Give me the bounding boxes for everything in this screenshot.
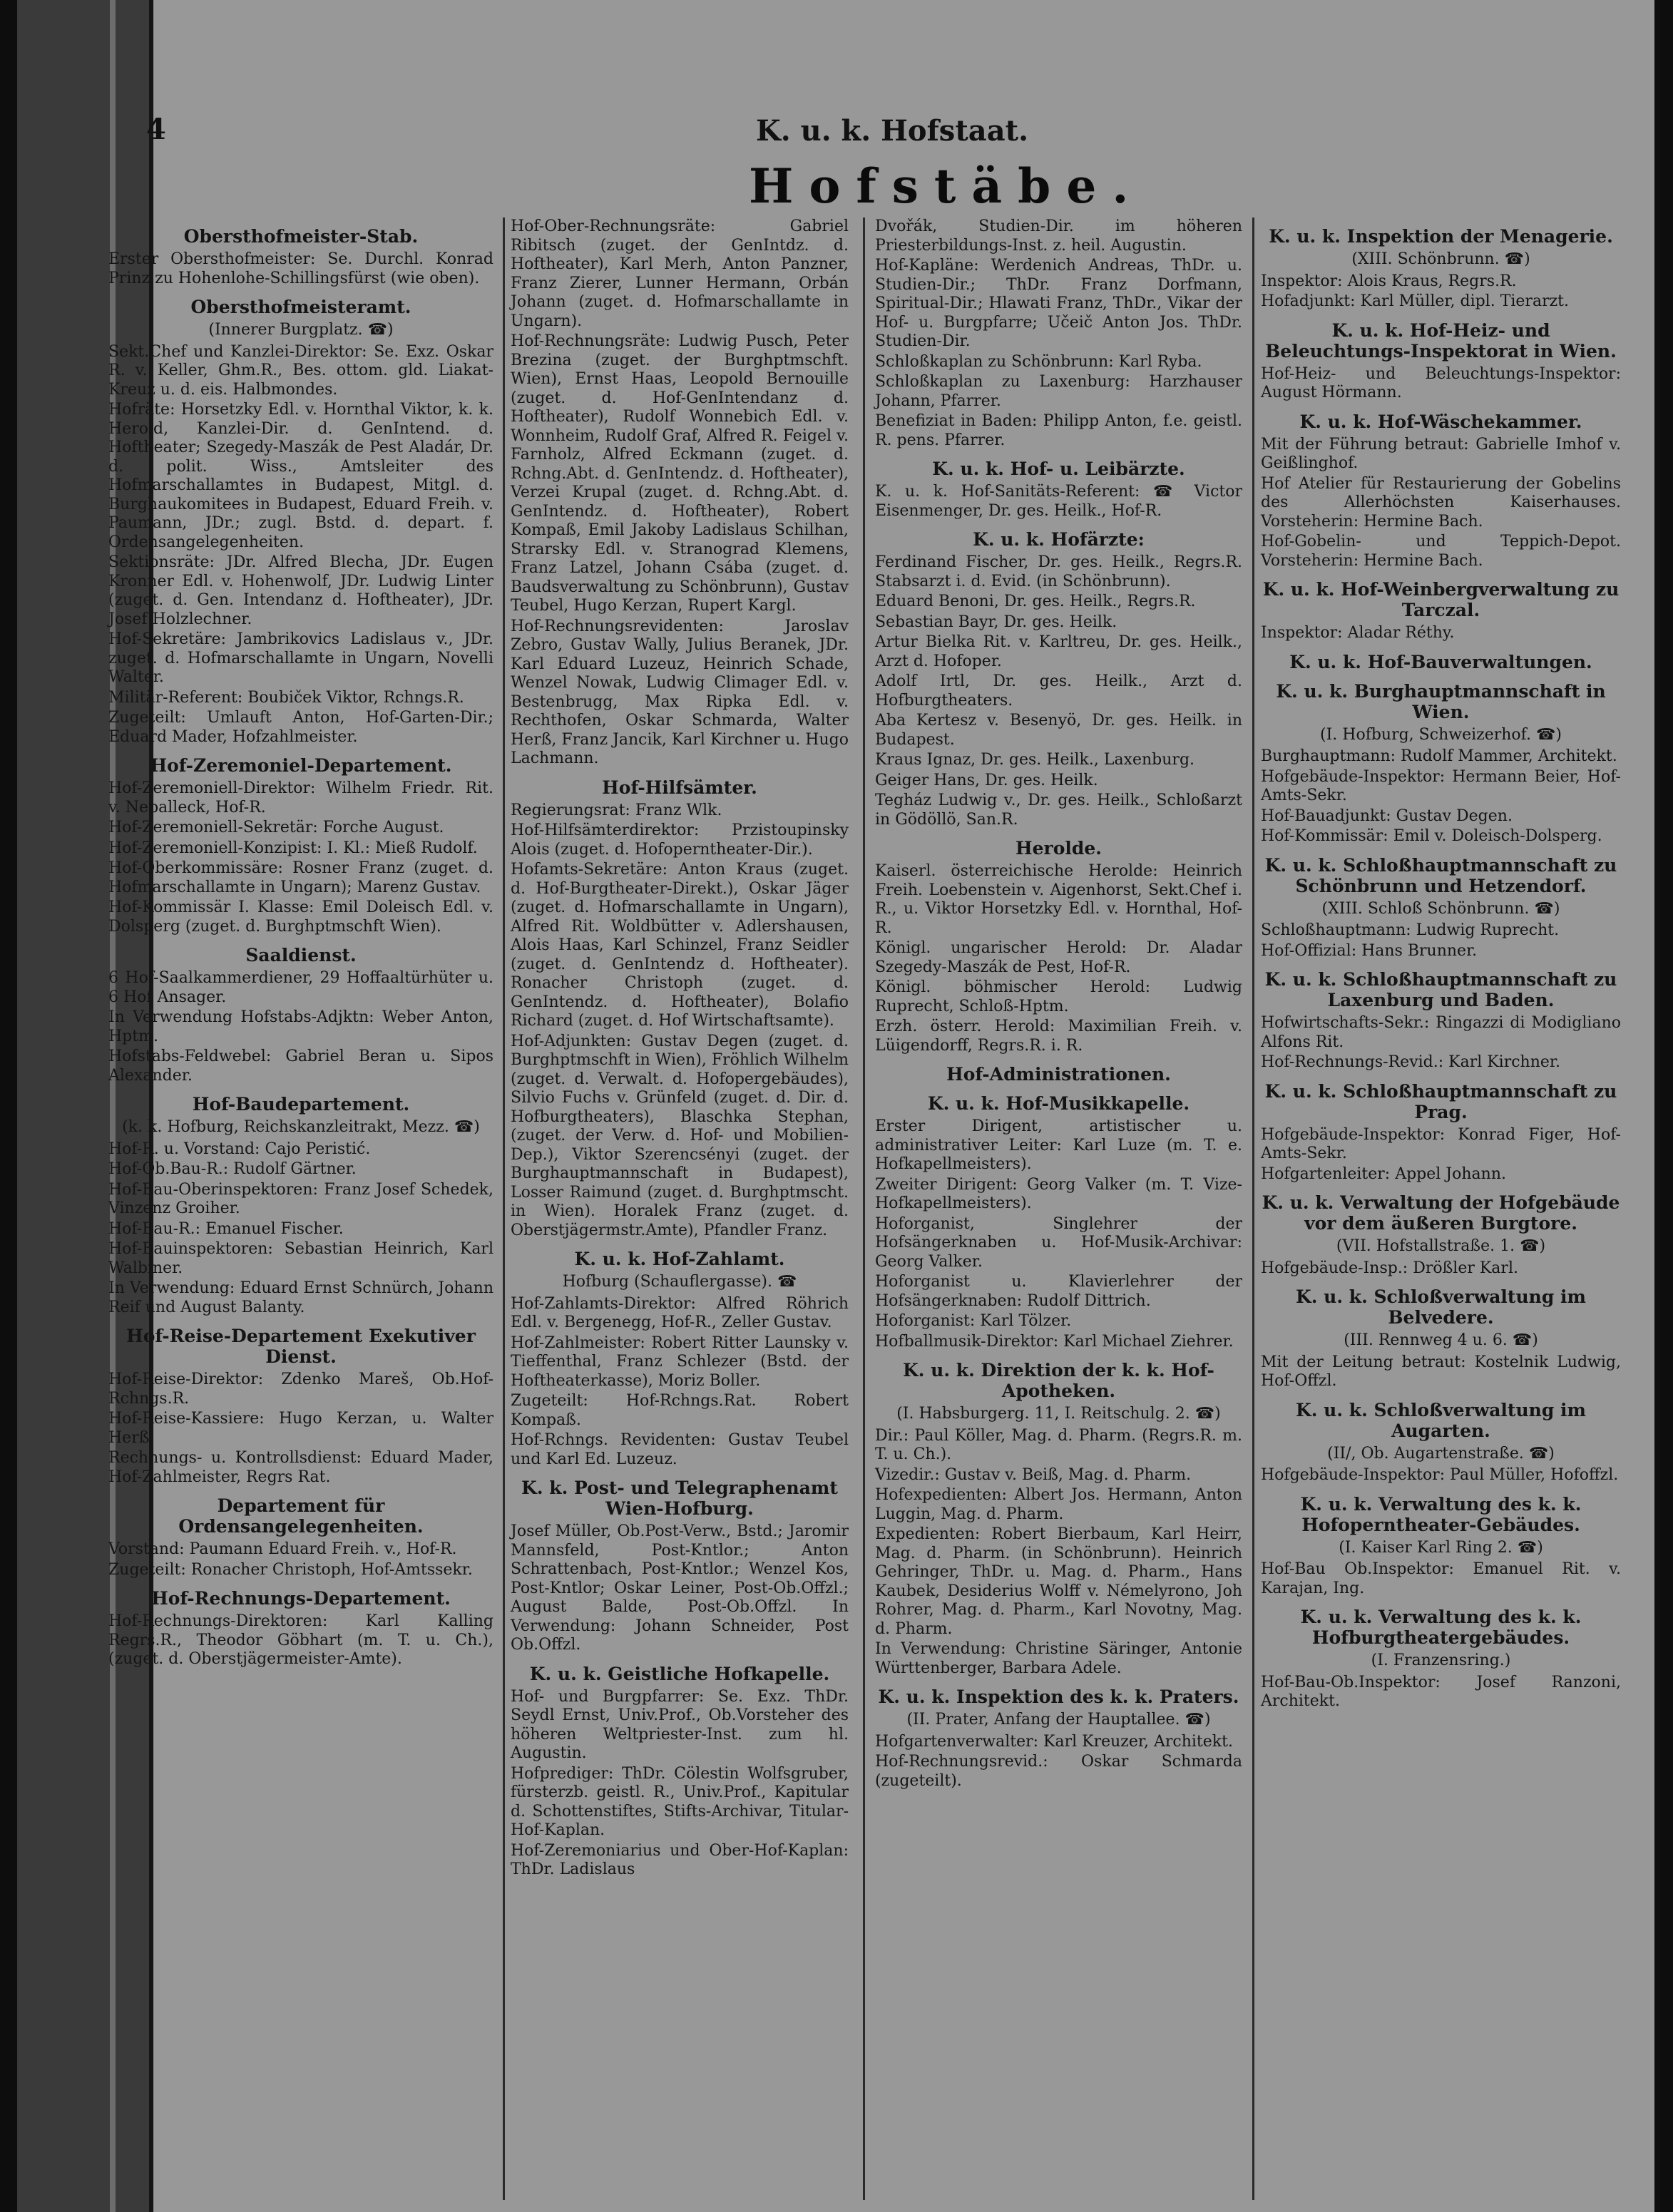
directory-entry: Hof-Rechnungsräte: Ludwig Pusch, Peter Brezina (zuget. der Burghptmschft. Wien), Ernst Haas, Leopold Bernouille (zuget. d. Hof-GenIntendanz d. Hoftheater), Rudolf Wonnebich Edl. v. Wonnheim, Rudolf Graf, Alfred R. Feigel v. Farnholz, Alfred Eckmann (zuget. d. Rchng.Abt. d. GenIntendz. d. Hoftheater), Verzei Krupal (zuget. d. Rchng.Abt. d. GenIntendz. d. Hoftheater), Robert Kompaß, Emil Jakoby Ladislaus Schilhan, Strarsky Edl. v. Stranograd Klemens, Franz Latzel, Johann Csába (zuget. d. Baudsverwaltung zu Schönbrunn), Gustav Teubel, Hugo Kerzan, Rupert Kargl.: [511, 332, 849, 615]
directory-entry: Hof-Zeremoniell-Direktor: Wilhelm Friedr. Rit. v. Nepalleck, Hof-R.: [108, 779, 493, 816]
directory-entry: Hof-Gobelin- und Teppich-Depot. Vorsteherin: Hermine Bach.: [1261, 533, 1621, 570]
section-heading: Saaldienst.: [245, 945, 357, 966]
directory-entry: Hof-Hilfsämterdirektor: Przistoupinsky Alois (zuget. d. Hofoperntheater-Dir.).: [511, 821, 849, 859]
directory-entry: Hofexpedienten: Albert Jos. Hermann, Anton Luggin, Mag. d. Pharm.: [875, 1486, 1242, 1523]
section-heading: K. u. k. Burghauptmannschaft in Wien.: [1276, 680, 1606, 722]
directory-entry: Hof-Rechnungs-Revid.: Karl Kirchner.: [1261, 1053, 1560, 1071]
directory-entry: Mit der Leitung betraut: Kostelnik Ludwig, Hof-Offzl.: [1261, 1353, 1621, 1390]
directory-entry: 6 Hof-Saalkammerdiener, 29 Hoffaaltürhüter u. 6 Hof Ansager.: [108, 969, 493, 1006]
directory-entry: Sekt.Chef und Kanzlei-Direktor: Se. Exz. Oskar R. v. Keller, Ghm.R., Bes. ottom. gld. Liakat-Kreuz u. d. eis. Halbmondes.: [108, 342, 493, 399]
directory-entry: Vorstand: Paumann Eduard Freih. v., Hof-R.: [108, 1540, 457, 1558]
directory-entry: Hofgebäude-Insp.: Drößler Karl.: [1261, 1259, 1518, 1277]
column-rule: [503, 217, 505, 2200]
directory-entry: Hof-Kapläne: Werdenich Andreas, ThDr. u. Studien-Dir.; ThDr. Franz Dorfmann, Spiritual-Dir.; Hlawati Franz, ThDr., Vikar der Hof- u. Burgpfarre; Učeič Anton Jos. ThDr. Studien-Dir.: [875, 257, 1242, 350]
directory-entry: Erzh. österr. Herold: Maximilian Freih. v. Lüigendorff, Regrs.R. i. R.: [875, 1018, 1242, 1055]
directory-entry: Hof-Heiz- und Beleuchtungs-Inspektor: August Hörmann.: [1261, 364, 1621, 401]
section-heading: K. u. k. Direktion der k. k. Hof-Apotheken.: [903, 1360, 1214, 1401]
address-line: (I. Kaiser Karl Ring 2. ☎): [1339, 1538, 1543, 1557]
directory-entry: Hof-Oberkommissäre: Rosner Franz (zuget. d. Hofmarschallamte in Ungarn); Marenz Gustav.: [108, 859, 493, 896]
directory-entry: Hofgartenverwalter: Karl Kreuzer, Architekt.: [875, 1732, 1233, 1751]
directory-entry: Hof-Zahlmeister: Robert Ritter Launsky v. Tieffenthal, Franz Schlezer (Bstd. der Hoftheaterkasse), Moriz Boller.: [511, 1333, 849, 1390]
directory-entry: Mit der Führung betraut: Gabrielle Imhof v. Geißlinghof.: [1261, 435, 1621, 472]
directory-entry: Hof-Kommissär I. Klasse: Emil Doleisch Edl. v. Dolsperg (zuget. d. Burghptmschft Wien).: [108, 898, 493, 936]
directory-entry: In Verwendung Hofstabs-Adjktn: Weber Anton, Hptm.: [108, 1008, 493, 1045]
directory-entry: Hoforganist u. Klavierlehrer der Hofsängerknaben: Rudolf Dittrich.: [875, 1273, 1242, 1310]
section-heading: K. u. k. Verwaltung des k. k. Hofoperntheater-Gebäudes.: [1300, 1493, 1582, 1535]
directory-entry: Hoforganist, Singlehrer der Hofsängerknaben u. Hof-Musik-Archivar: Georg Valker.: [875, 1214, 1242, 1271]
section-heading: K. k. Post- und Telegraphenamt Wien-Hofburg.: [521, 1478, 838, 1519]
address-line: Hofburg (Schauflergasse). ☎: [562, 1273, 797, 1291]
section-heading: K. u. k. Hof-Wäschekammer.: [1299, 411, 1582, 432]
directory-entry: Hof-Zeremoniell-Konzipist: I. Kl.: Mieß Rudolf.: [108, 839, 478, 857]
directory-entry: Hof-Adjunkten: Gustav Degen (zuget. d. Burghptmschft in Wien), Fröhlich Wilhelm (zuget. d. Verwalt. d. Hofopergebäudes), Silvio Fuchs v. Grünfeld (zuget. d. Dir. d. Hofburgtheaters), Blaschka Stephan, (zuget. der Verw. d. Hof- und Mobilien-Dep.), Viktor Szerencsényi (zuget. der Burghauptmannschaft in Budapest), Losser Raimund (zuget. d. Burghptmscht. in Wien). Horalek Franz (zuget. d. Oberstjägermstr.Amte), Pfandler Franz.: [511, 1032, 849, 1239]
directory-entry: Josef Müller, Ob.Post-Verw., Bstd.; Jaromir Mannsfeld, Post-Kntlor.; Anton Schrattenbach, Post-Kntlor.; Wenzel Kos, Post-Kntlor; Oskar Leiner, Post-Ob.Offzl.; August Balde, Post-Ob.Offzl. In Verwendung: Johann Schneider, Post Ob.Offzl.: [511, 1522, 849, 1654]
directory-entry: Schloßkaplan zu Schönbrunn: Karl Ryba.: [875, 352, 1202, 371]
address-line: (XIII. Schönbrunn. ☎): [1351, 250, 1530, 268]
directory-entry: Hof-Kommissär: Emil v. Doleisch-Dolsperg.: [1261, 827, 1602, 845]
address-line: (k. k. Hofburg, Reichskanzleitrakt, Mezz. ☎): [122, 1118, 480, 1136]
section-heading: Hof-Administrationen.: [946, 1064, 1171, 1085]
page-number: 4: [146, 113, 166, 146]
section-heading: K. u. k. Verwaltung des k. k. Hofburgtheatergebäudes.: [1300, 1607, 1582, 1648]
directory-entry: Schloßkaplan zu Laxenburg: Harzhauser Johann, Pfarrer.: [875, 373, 1242, 410]
directory-entry: Artur Bielka Rit. v. Karltreu, Dr. ges. Heilk., Arzt d. Hofoper.: [875, 633, 1242, 670]
section-heading: K. u. k. Inspektion des k. k. Praters.: [878, 1686, 1239, 1707]
section-heading: K. u. k. Hof-Heiz- und Beleuchtungs-Inspektorat in Wien.: [1265, 319, 1617, 362]
section-heading: K. u. k. Hofärzte:: [973, 529, 1145, 550]
directory-entry: In Verwendung: Christine Säringer, Antonie Württenberger, Barbara Adele.: [875, 1640, 1242, 1677]
directory-entry: Hofamts-Sekretäre: Anton Kraus (zuget. d. Hof-Burgtheater-Direkt.), Oskar Jäger (zuget. d. Hofmarschallamte in Ungarn), Alfred Rit. Woldbütter v. Adlershausen, Alois Haas, Karl Schinzel, Franz Seidler (zuget. d. GenIntendz d. Hoftheater). Ronacher Christoph (zuget. d. GenIntendz. d. Hoftheater), Bolafio Richard (zuget. d. Hof Wirtschaftsamte).: [511, 861, 849, 1030]
directory-entry: Schloßhauptmann: Ludwig Ruprecht.: [1261, 921, 1560, 939]
section-heading: Hof-Zeremoniel-Departement.: [150, 755, 452, 776]
directory-entry: Hoforganist: Karl Tölzer.: [875, 1312, 1072, 1330]
directory-entry: Hof- und Burgpfarrer: Se. Exz. ThDr. Seydl Ernst, Univ.Prof., Ob.Vorsteher des höheren Weltpriester-Inst. zum hl. Augustin.: [511, 1687, 849, 1762]
address-line: (XIII. Schloß Schönbrunn. ☎): [1321, 899, 1560, 918]
section-heading: Hof-Reise-Departement Exekutiver Dienst.: [126, 1326, 476, 1367]
directory-entry: K. u. k. Hof-Sanitäts-Referent: ☎ Victor Eisenmenger, Dr. ges. Heilk., Hof-R.: [875, 483, 1242, 520]
directory-entry: Hof-Zeremoniarius und Ober-Hof-Kaplan: ThDr. Ladislaus: [511, 1841, 849, 1878]
directory-entry: Hof-Reise-Kassiere: Hugo Kerzan, u. Walter Herß.: [108, 1410, 493, 1447]
directory-entry: Aba Kertesz v. Besenyö, Dr. ges. Heilk. in Budapest.: [875, 712, 1242, 749]
directory-entry: Kraus Ignaz, Dr. ges. Heilk., Laxenburg.: [875, 751, 1195, 769]
directory-entry: Hof-Rchngs. Revidenten: Gustav Teubel und Karl Ed. Luzeuz.: [511, 1431, 849, 1468]
directory-entry: Erster Obersthofmeister: Se. Durchl. Konrad Prinz zu Hohenlohe-Schillingsfürst (wie oben).: [108, 250, 493, 287]
section-heading: K. u. k. Hof-Musikkapelle.: [927, 1093, 1190, 1114]
directory-entry: Hof-Bauadjunkt: Gustav Degen.: [1261, 807, 1513, 825]
section-heading: Herolde.: [1015, 838, 1102, 859]
directory-entry: Hof-Zahlamts-Direktor: Alfred Röhrich Edl. v. Bergenegg, Hof-R., Zeller Gustav.: [511, 1294, 849, 1331]
directory-entry: Hof-Bauinspektoren: Sebastian Heinrich, Karl Walbiner.: [108, 1240, 493, 1277]
directory-entry: Hofgebäude-Inspektor: Paul Müller, Hofoffzl.: [1261, 1466, 1619, 1484]
directory-entry: Tegház Ludwig v., Dr. ges. Heilk., Schloßarzt in Gödöllö, San.R.: [875, 792, 1242, 829]
directory-entry: Militär-Referent: Boubiček Viktor, Rchngs.R.: [108, 688, 464, 707]
directory-entry: Hofgebäude-Inspektor: Konrad Figer, Hof-Amts-Sekr.: [1261, 1125, 1621, 1162]
section-heading: K. u. k. Schloßhauptmannschaft zu Laxenburg und Baden.: [1264, 969, 1617, 1010]
directory-entry: Regierungsrat: Franz Wlk.: [511, 801, 722, 819]
directory-entry: Hof-Ob.Bau-R.: Rudolf Gärtner.: [108, 1160, 357, 1178]
page-title: Hofstäbe.: [749, 158, 1145, 214]
directory-entry: Inspektor: Alois Kraus, Regrs.R.: [1261, 272, 1517, 290]
directory-entry: Hof-R. u. Vorstand: Cajo Peristić.: [108, 1140, 371, 1158]
directory-entry: Hofballmusik-Direktor: Karl Michael Ziehrer.: [875, 1332, 1234, 1351]
text-column-4: [1261, 217, 1621, 1713]
directory-entry: Hof Atelier für Restaurierung der Gobelins des Allerhöchsten Kaiserhauses. Vorsteherin: Hermine Bach.: [1261, 474, 1621, 531]
text-column-1: [108, 217, 493, 1671]
address-line: (III. Rennweg 4 u. 6. ☎): [1344, 1331, 1538, 1349]
section-heading: K. u. k. Hof-Zahlamt.: [574, 1249, 785, 1269]
section-heading: K. u. k. Schloßverwaltung im Belvedere.: [1296, 1286, 1586, 1328]
directory-entry: Kaiserl. österreichische Herolde: Heinrich Freih. Loebenstein v. Aigenhorst, Sekt.Chef i. R., u. Viktor Horsetzky Edl. v. Hornthal, Hof-R.: [875, 862, 1242, 937]
section-heading: K. u. k. Schloßhauptmannschaft zu Schönbrunn und Hetzendorf.: [1264, 854, 1617, 896]
directory-entry: Hofadjunkt: Karl Müller, dipl. Tierarzt.: [1261, 292, 1570, 310]
directory-entry: Hof-Reise-Direktor: Zdenko Mareš, Ob.Hof-Rchngs.R.: [108, 1371, 493, 1408]
directory-entry: Eduard Benoni, Dr. ges. Heilk., Regrs.R.: [875, 593, 1196, 610]
running-head: K. u. k. Hofstaat.: [756, 114, 1029, 148]
directory-entry: Zugeteilt: Umlauft Anton, Hof-Garten-Dir.; Eduard Mader, Hofzahlmeister.: [108, 709, 493, 746]
directory-entry: Zugeteilt: Hof-Rchngs.Rat. Robert Kompaß.: [511, 1392, 849, 1429]
directory-entry: Zugeteilt: Ronacher Christoph, Hof-Amtssekr.: [108, 1560, 473, 1579]
directory-entry: Dir.: Paul Köller, Mag. d. Pharm. (Regrs.R. m. T. u. Ch.).: [875, 1426, 1242, 1463]
section-heading: K. u. k. Geistliche Hofkapelle.: [529, 1663, 830, 1684]
directory-entry: Dvořák, Studien-Dir. im höheren Priesterbildungs-Inst. z. heil. Augustin.: [875, 217, 1242, 255]
directory-entry: Königl. ungarischer Herold: Dr. Aladar Szegedy-Maszák de Pest, Hof-R.: [875, 939, 1242, 976]
address-line: (II/, Ob. Augartenstraße. ☎): [1327, 1444, 1555, 1463]
address-line: (II. Prater, Anfang der Hauptallee. ☎): [906, 1711, 1211, 1729]
directory-entry: Hofgebäude-Inspektor: Hermann Beier, Hof-Amts-Sekr.: [1261, 767, 1621, 804]
section-heading: Hof-Hilfsämter.: [602, 777, 757, 798]
directory-entry: Rechnungs- u. Kontrollsdienst: Eduard Mader, Hof-Zahlmeister, Regrs Rat.: [108, 1449, 493, 1486]
directory-entry: Expedienten: Robert Bierbaum, Karl Heirr, Mag. d. Pharm. (in Schönbrunn). Heinrich Gehringer, ThDr. u. Mag. d. Pharm., Hans Kaubek, Desiderius Wolff v. Némelyrono, Joh Rohrer, Mag. d. Pharm., Karl Novotny, Mag. d. Pharm.: [875, 1525, 1242, 1638]
directory-entry: Sektionsräte: JDr. Alfred Blecha, JDr. Eugen Kronner Edl. v. Hohenwolf, JDr. Ludwig Linter (zuget. d. Gen. Intendanz d. Hoftheater), JDr. Josef Holzlechner.: [108, 553, 493, 628]
section-heading: K. u. k. Hof-Bauverwaltungen.: [1289, 651, 1592, 672]
directory-entry: Hof-Rechnungs-Direktoren: Karl Kalling Regrs.R., Theodor Göbhart (m. T. u. Ch.), (zuget. d. Oberstjägermeister-Amte).: [108, 1612, 493, 1668]
section-heading: K. u. k. Inspektion der Menagerie.: [1269, 226, 1613, 247]
section-heading: Hof-Rechnungs-Departement.: [151, 1588, 451, 1609]
directory-entry: Hof-Zeremoniell-Sekretär: Forche August.: [108, 819, 444, 836]
directory-entry: Hof-Sekretäre: Jambrikovics Ladislaus v., JDr. zuget. d. Hofmarschallamte in Ungarn, Novelli Walter.: [108, 630, 493, 686]
directory-entry: Hofwirtschafts-Sekr.: Ringazzi di Modigliano Alfons Rit.: [1261, 1014, 1621, 1051]
directory-entry: Hofgartenleiter: Appel Johann.: [1261, 1164, 1506, 1183]
address-line: (I. Hofburg, Schweizerhof. ☎): [1320, 725, 1562, 744]
directory-entry: Hof-Bau-Ob.Inspektor: Josef Ranzoni, Architekt.: [1261, 1673, 1621, 1710]
directory-entry: Inspektor: Aladar Réthy.: [1261, 624, 1455, 642]
address-line: (I. Franzensring.): [1371, 1652, 1511, 1669]
directory-entry: Hof-Offizial: Hans Brunner.: [1261, 941, 1478, 960]
directory-entry: Sebastian Bayr, Dr. ges. Heilk.: [875, 613, 1117, 631]
section-heading: K. u. k. Schloßverwaltung im Augarten.: [1296, 1399, 1586, 1441]
directory-entry: Burghauptmann: Rudolf Mammer, Architekt.: [1261, 747, 1617, 765]
directory-entry: Hofprediger: ThDr. Cölestin Wolfsgruber, fürsterzb. geistl. R., Univ.Prof., Kapitular d. Schottenstiftes, Stifts-Archivar, Titular-Hof-Kaplan.: [511, 1764, 849, 1839]
directory-entry: Ferdinand Fischer, Dr. ges. Heilk., Regrs.R. Stabsarzt i. d. Evid. (in Schönbrunn).: [875, 553, 1242, 590]
text-column-3: [875, 217, 1242, 1792]
directory-entry: Hof-Rechnungsrevid.: Oskar Schmarda (zugeteilt).: [875, 1753, 1242, 1790]
address-line: (Innerer Burgplatz. ☎): [208, 321, 394, 339]
directory-entry: Hof-Rechnungsrevidenten: Jaroslav Zebro, Gustav Wally, Julius Beranek, JDr. Karl Eduard Luzeuz, Heinrich Schade, Wenzel Nowak, Ludwig Climager Edl. v. Bestenbrugg, Max Ripka Edl. v. Rechthofen, Oskar Schmarda, Walter Herß, Franz Jancik, Karl Kirchner u. Hugo Lachmann.: [511, 617, 849, 767]
directory-entry: Hof-Bau Ob.Inspektor: Emanuel Rit. v. Karajan, Ing.: [1261, 1560, 1621, 1597]
directory-entry: Zweiter Dirigent: Georg Valker (m. T. Vize-Hofkapellmeisters).: [875, 1175, 1242, 1212]
column-rule: [1252, 217, 1254, 2200]
directory-entry: Hof-Bau-Oberinspektoren: Franz Josef Schedek, Vinzenz Groiher.: [108, 1180, 493, 1217]
text-column-2: [511, 217, 849, 1881]
directory-entry: Geiger Hans, Dr. ges. Heilk.: [875, 771, 1098, 789]
section-heading: K. u. k. Verwaltung der Hofgebäude vor dem äußeren Burgtore.: [1262, 1192, 1620, 1234]
address-line: (VII. Hofstallstraße. 1. ☎): [1336, 1237, 1546, 1255]
directory-entry: Vizedir.: Gustav v. Beiß, Mag. d. Pharm.: [875, 1465, 1192, 1484]
directory-entry: Hof-Bau-R.: Emanuel Fischer.: [108, 1219, 344, 1238]
directory-entry: Erster Dirigent, artistischer u. administrativer Leiter: Karl Luze (m. T. e. Hofkapellmeisters).: [875, 1117, 1242, 1173]
section-heading: K. u. k. Hof-Weinbergverwaltung zu Tarczal.: [1262, 579, 1620, 620]
section-heading: Departement für Ordensangelegenheiten.: [178, 1495, 424, 1537]
directory-entry: Adolf Irtl, Dr. ges. Heilk., Arzt d. Hofburgtheaters.: [875, 672, 1242, 710]
directory-entry: Benefiziat in Baden: Philipp Anton, f.e. geistl. R. pens. Pfarrer.: [875, 412, 1242, 449]
directory-entry: Königl. böhmischer Herold: Ludwig Ruprecht, Schloß-Hptm.: [875, 978, 1242, 1015]
directory-entry: Hofstabs-Feldwebel: Gabriel Beran u. Sipos Alexander.: [108, 1048, 493, 1085]
section-heading: Obersthofmeister-Stab.: [183, 226, 419, 247]
section-heading: Obersthofmeisteramt.: [190, 297, 411, 317]
directory-entry: Hof-Ober-Rechnungsräte: Gabriel Ribitsch (zuget. der GenIntdz. d. Hoftheater), Karl Merh, Anton Panzner, Franz Zierer, Lunner Hermann, Orbán Johann (zuget. d. Hofmarschallamte in Ungarn).: [511, 217, 849, 330]
directory-entry: Hofräte: Horsetzky Edl. v. Hornthal Viktor, k. k. Herold, Kanzlei-Dir. d. GenIntend. d. Hoftheater; Szegedy-Maszák de Pest Aladár, Dr. d. polit. Wiss., Amtsleiter des Hofmarschallamtes in Budapest, Mitgl. d. Burghaukomitees in Budapest, Eduard Freih. v. Paumann, JDr.; zugl. Bstd. d. depart. f. Ordensangelegenheiten.: [108, 401, 493, 551]
section-heading: K. u. k. Schloßhauptmannschaft zu Prag.: [1264, 1080, 1617, 1122]
address-line: (I. Habsburgerg. 11, I. Reitschulg. 2. ☎): [896, 1405, 1221, 1423]
section-heading: Hof-Baudepartement.: [192, 1094, 410, 1115]
section-heading: K. u. k. Hof- u. Leibärzte.: [932, 459, 1185, 479]
column-rule: [863, 217, 865, 2200]
directory-entry: In Verwendung: Eduard Ernst Schnürch, Johann Reif und August Balanty.: [108, 1279, 493, 1316]
